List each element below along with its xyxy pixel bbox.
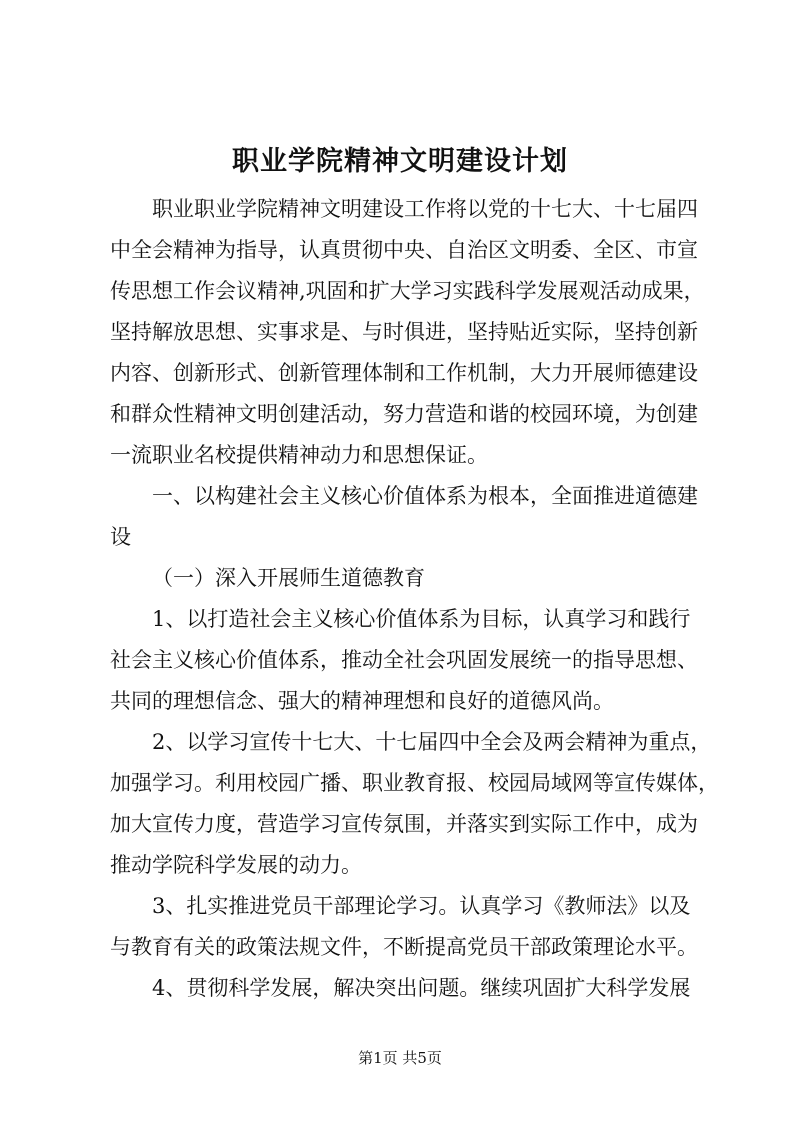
section-heading-line: 设: [110, 525, 131, 549]
paragraph-line: 加大宣传力度，营造学习宣传氛围，并落实到实际工作中，成为: [110, 812, 698, 836]
paragraph-line: 4、贯彻科学发展，解决突出问题。继续巩固扩大科学发展: [152, 976, 691, 1000]
section-heading-line: 一、以构建社会主义核心价值体系为根本，全面推进道德建: [152, 484, 698, 508]
paragraph-line: 与教育有关的政策法规文件，不断提高党员干部政策理论水平。: [110, 935, 698, 959]
paragraph-line: 和群众性精神文明创建活动，努力营造和谐的校园环境，为创建: [110, 402, 698, 426]
paragraph-line: 推动学院科学发展的动力。: [110, 853, 362, 877]
subsection-heading: （一）深入开展师生道德教育: [152, 566, 425, 590]
paragraph-line: 中全会精神为指导，认真贯彻中央、自治区文明委、全区、市宣: [110, 238, 698, 262]
paragraph-line: 一流职业名校提供精神动力和思想保证。: [110, 443, 488, 467]
paragraph-line: 传思想工作会议精神,巩固和扩大学习实践科学发展观活动成果，: [110, 279, 705, 303]
paragraph-line: 社会主义核心价值体系，推动全社会巩固发展统一的指导思想、: [110, 648, 698, 672]
paragraph-line: 内容、创新形式、创新管理体制和工作机制，大力开展师德建设: [110, 361, 698, 385]
document-title: 职业学院精神文明建设计划: [232, 146, 568, 177]
paragraph-line: 共同的理想信念、强大的精神理想和良好的道德风尚。: [110, 689, 614, 713]
paragraph-line: 1、以打造社会主义核心价值体系为目标，认真学习和践行: [152, 607, 691, 631]
paragraph-line: 加强学习。利用校园广播、职业教育报、校园局域网等宣传媒体，: [110, 771, 719, 795]
paragraph-line: 职业职业学院精神文明建设工作将以党的十七大、十七届四: [152, 197, 698, 221]
page-number-footer: 第1页 共5页: [358, 1049, 442, 1067]
paragraph-line: 3、扎实推进党员干部理论学习。认真学习《教师法》以及: [152, 894, 691, 918]
paragraph-line: 2、以学习宣传十七大、十七届四中全会及两会精神为重点，: [152, 730, 712, 754]
paragraph-line: 坚持解放思想、实事求是、与时俱进，坚持贴近实际，坚持创新: [110, 320, 698, 344]
